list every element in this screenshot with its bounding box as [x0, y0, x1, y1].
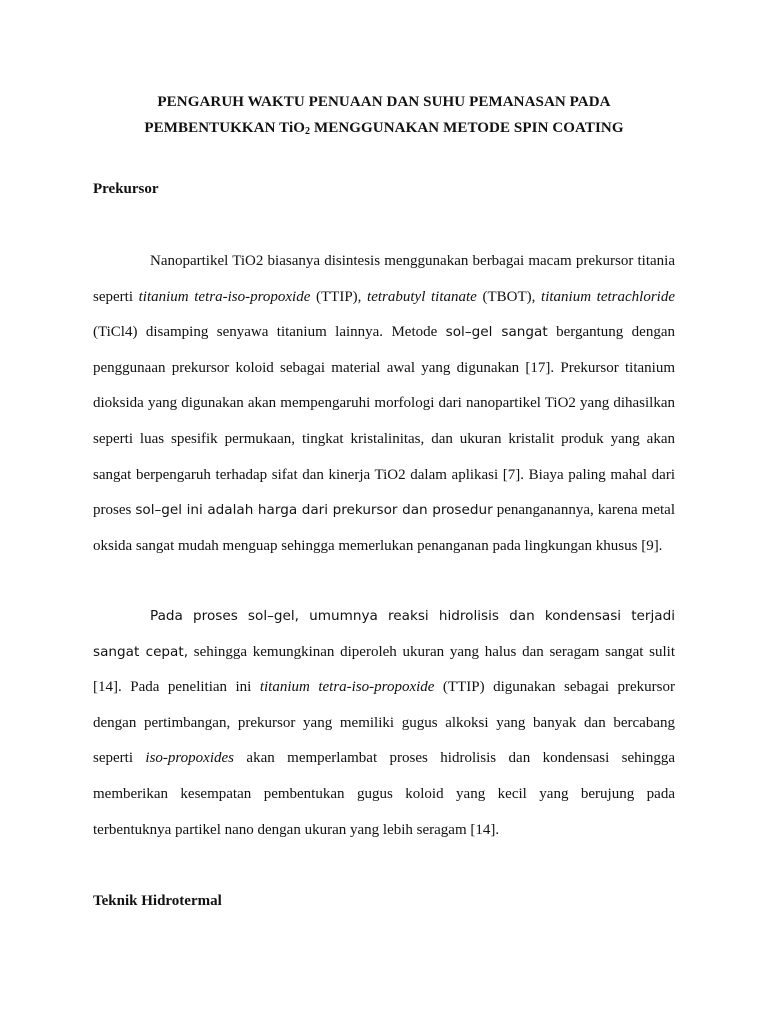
section-heading-teknik-hidrotermal: Teknik Hidrotermal	[93, 893, 222, 909]
document-title-line-2	[92, 120, 676, 137]
section-heading-prekursor: Prekursor	[93, 181, 159, 197]
italic-term: titanium tetrachloride	[541, 288, 675, 305]
title-text: MENGGUNAKAN METODE SPIN COATING	[310, 120, 624, 136]
italic-term: iso-propoxides	[145, 750, 235, 767]
text-run: sehingga kemungkinan diperoleh ukuran yang halus dan seragam sangat sulit [14]. Pada penelitian ini	[93, 643, 675, 696]
text-run-sans: sol–gel sangat	[445, 324, 548, 341]
italic-term: titanium tetra-iso-propoxide	[259, 679, 435, 696]
text-run: akan memperlambat proses hidrolisis dan kondensasi sehingga memberikan kesempatan pembentukan gugus koloid yang kecil yang berujung pada terbentuknya partikel nano dengan ukuran yang lebih seragam [14].	[93, 750, 675, 838]
text-run: (TiCl4) disamping senyawa titanium lainnya. Metode	[93, 324, 446, 341]
title-subscript: 2	[305, 126, 311, 137]
paragraph-prekursor-1	[93, 244, 675, 564]
text-run: (TBOT),	[476, 288, 542, 305]
title-text: PEMBENTUKKAN TiO	[144, 120, 306, 136]
italic-term: titanium tetra-iso-propoxide	[138, 288, 311, 305]
text-run: Nanopartikel TiO2 biasanya disintesis menggunakan berbagai macam prekursor titania seperti	[93, 253, 675, 305]
text-run: (TTIP) digunakan sebagai prekursor dengan pertimbangan, prekursor yang memiliki gugus alkoksi yang banyak dan bercabang seperti	[93, 679, 675, 767]
text-run-sans: Pada proses sol–gel, umumnya reaksi hidrolisis dan kondensasi terjadi sangat cepat,	[93, 608, 675, 660]
text-run: bergantung dengan penggunaan prekursor koloid sebagai material awal yang digunakan [17]. Prekursor titanium dioksida yang digunakan akan mempengaruhi morfologi dari nanopartikel TiO2 yang dihasilkan seperti luas spesifik permukaan, tingkat kristalinitas, dan ukuran kristalit produk yang akan sangat berpengaruh terhadap sifat dan kinerja TiO2 dalam aplikasi [7]. Biaya paling mahal dari proses	[93, 324, 675, 519]
text-run: penanganannya, karena metal oksida sangat mudah menguap sehingga memerlukan penanganan pada lingkungan khusus [9].	[93, 502, 675, 554]
italic-term: tetrabutyl titanate	[367, 288, 477, 305]
text-run-sans: sol–gel ini adalah harga dari prekursor dan prosedur	[135, 502, 493, 519]
text-run: (TTIP),	[310, 288, 368, 305]
document-title-line-1: PENGARUH WAKTU PENUAAN DAN SUHU PEMANASAN PADA	[157, 94, 611, 110]
paragraph-prekursor-2	[93, 599, 675, 848]
